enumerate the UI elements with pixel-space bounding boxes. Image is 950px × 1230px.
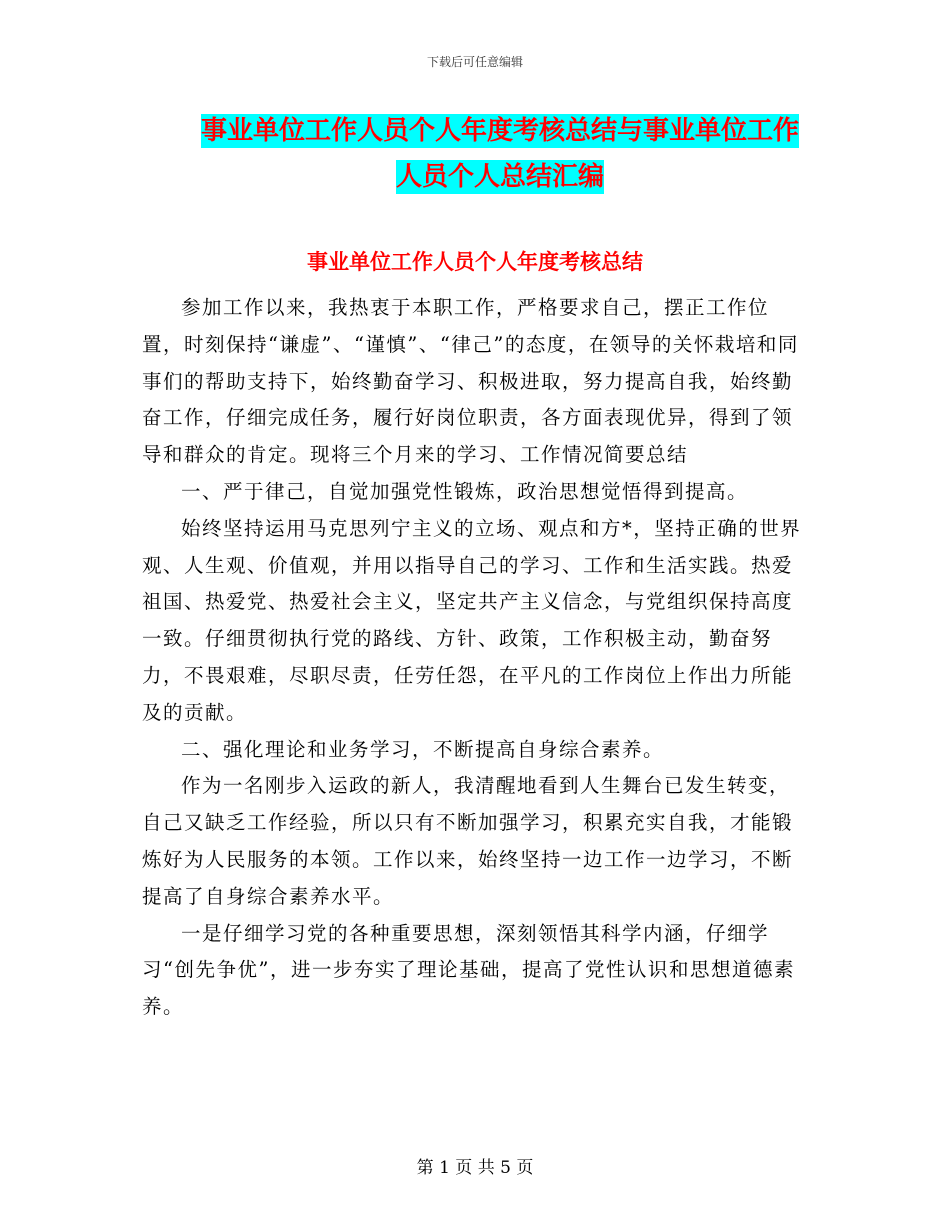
paragraph-heading-2: 二、强化理论和业务学习，不断提高自身综合素养。 <box>181 737 665 761</box>
paragraph: 始终坚持运用马克思列宁主义的立场、观点和方*，坚持正确的世界观、人生观、价值观，并用以指导自己的学习、工作和生活实践。热爱祖国、热爱党、热爱社会主义，坚定共产主义信念，与党组织保持高度一致。仔细贯彻执行党的路线、方针、政策，工作积极主动，勤奋努力，不畏艰难，尽职尽责，任劳任怨，在平凡的工作岗位上作出力所能及的贡献。 <box>142 516 802 724</box>
document-title <box>130 108 870 200</box>
paragraph: 一是仔细学习党的各种重要思想，深刻领悟其科学内涵，仔细学习“创先争优”，进一步夯实了理论基础，提高了党性认识和思想道德素养。 <box>142 921 795 1019</box>
title-line-2: 人员个人总结汇编 <box>395 162 604 192</box>
section-title: 事业单位工作人员个人年度考核总结 <box>307 250 643 274</box>
paragraph-intro: 参加工作以来，我热衷于本职工作，严格要求自己，摆正工作位置，时刻保持“谦虚”、“谨慎”、“律己”的态度，在领导的关怀栽培和同事们的帮助支持下，始终勤奋学习、积极进取，努力提高自我，始终勤奋工作，仔细完成任务，履行好岗位职责，各方面表现优异，得到了领导和群众的肯定。现将三个月来的学习、工作情况简要总结 <box>142 296 799 467</box>
title-line-1: 事业单位工作人员个人年度考核总结与事业单位工作 <box>200 116 799 146</box>
document-body <box>142 290 810 1026</box>
paragraph: 作为一名刚步入运政的新人，我清醒地看到人生舞台已发生转变，自己又缺乏工作经验，所以只有不断加强学习，积累充实自我，才能锻炼好为人民服务的本领。工作以来，始终坚持一边工作一边学习，不断提高了自身综合素养水平。 <box>142 774 794 908</box>
page-footer: 第 1 页 共 5 页 <box>416 1158 534 1178</box>
header-note: 下载后可任意编辑 <box>426 55 523 69</box>
paragraph-heading-1: 一、严于律己，自觉加强党性锻炼，政治思想觉悟得到提高。 <box>181 479 749 503</box>
